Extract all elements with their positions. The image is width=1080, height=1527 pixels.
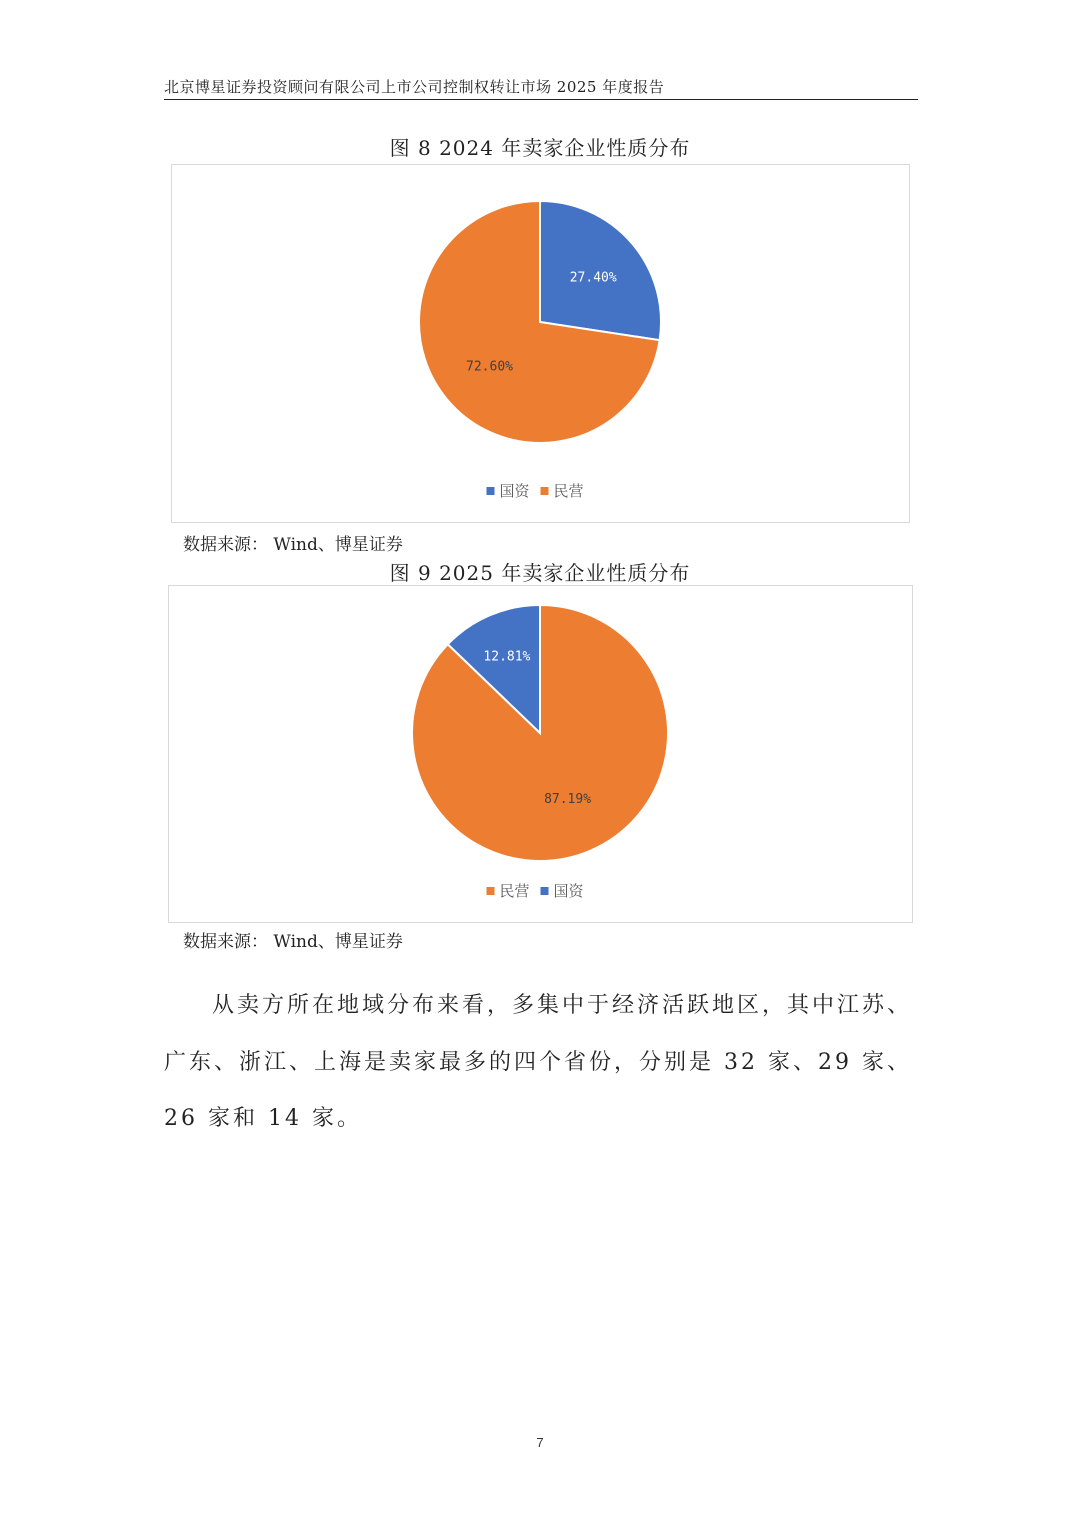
pie-chart-2024 [172, 165, 909, 522]
pie-data-label: 72.60% [466, 359, 514, 375]
figure-8-chart [171, 164, 910, 523]
figure-8-source: 数据来源： Wind、博星证券 [183, 535, 403, 555]
figure-8-title: 图 8 2024 年卖家企业性质分布 [389, 136, 691, 160]
pie-data-label: 27.40% [569, 270, 617, 286]
body-paragraph: 从卖方所在地域分布来看，多集中于经济活跃地区，其中江苏、广东、浙江、上海是卖家最多的四个省份，分别是 32 家、29 家、26 家和 14 家。 [164, 993, 913, 1131]
legend-label: 民营 [553, 482, 584, 500]
legend-label: 国资 [499, 482, 530, 500]
pie-chart-2025 [169, 586, 912, 922]
legend-swatch [541, 887, 549, 895]
header-rule [164, 99, 918, 100]
figure-9-chart [168, 585, 913, 923]
figure-9-source: 数据来源： Wind、博星证券 [183, 932, 403, 952]
pie-data-label: 87.19% [544, 791, 592, 807]
running-header: 北京博星证券投资顾问有限公司上市公司控制权转让市场 2025 年度报告 [164, 78, 665, 96]
legend-swatch [487, 487, 495, 495]
page-number: 7 [536, 1435, 544, 1450]
legend-label: 民营 [499, 882, 530, 900]
pie-data-label: 12.81% [483, 649, 531, 665]
legend-swatch [541, 487, 549, 495]
figure-9-title: 图 9 2025 年卖家企业性质分布 [389, 561, 691, 585]
legend-swatch [487, 887, 495, 895]
legend-label: 国资 [553, 882, 584, 900]
